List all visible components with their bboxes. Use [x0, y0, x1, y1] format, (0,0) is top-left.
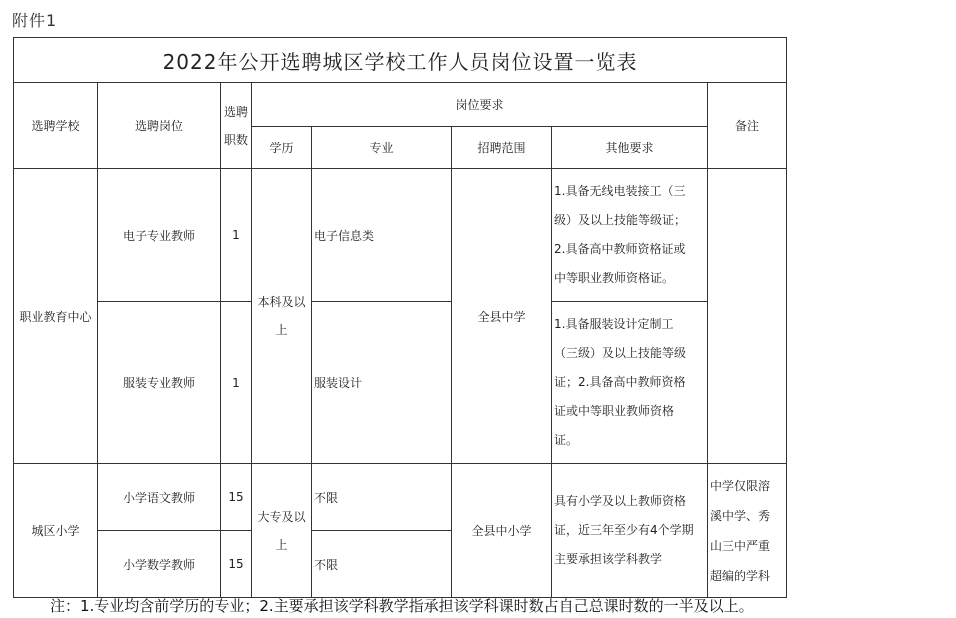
header-education: 学历 — [252, 127, 312, 169]
table-row — [14, 302, 787, 464]
other-line: 中等职业教师资格证。 — [554, 271, 675, 285]
education-cell — [252, 169, 312, 464]
remark-line: 山三中严重 — [710, 538, 771, 553]
school-cell: 城区小学 — [14, 464, 98, 598]
table-row — [14, 464, 787, 531]
table-title: 2022年公开选聘城区学校工作人员岗位设置一览表 — [14, 38, 787, 83]
other-requirements-cell — [552, 302, 708, 464]
header-count-line1: 选聘 — [223, 104, 248, 119]
major-cell: 不限 — [312, 531, 452, 598]
count-cell: 15 — [221, 531, 252, 598]
remark-line: 溪中学、秀 — [710, 508, 771, 523]
other-line: 主要承担该学科教学 — [554, 552, 663, 566]
header-count-line2: 职数 — [223, 132, 248, 147]
scope-cell: 全县中小学 — [452, 464, 552, 598]
header-remark: 备注 — [708, 83, 787, 169]
other-line: 证。 — [554, 433, 579, 447]
footnote: 注：1.专业均含前学历的专业；2.主要承担该学科教学指承担该学科课时数占自己总课时数的一半及以上。 — [50, 597, 754, 615]
major-cell: 电子信息类 — [312, 169, 452, 302]
remark-cell — [708, 464, 787, 598]
position-table — [13, 37, 787, 598]
header-other: 其他要求 — [552, 127, 708, 169]
position-cell: 小学数学教师 — [98, 531, 221, 598]
school-cell: 职业教育中心 — [14, 169, 98, 464]
count-cell: 1 — [221, 302, 252, 464]
other-line: （三级）及以上技能等级 — [554, 346, 687, 360]
education-line: 上 — [275, 323, 288, 337]
other-line: 级）及以上技能等级证； — [554, 213, 687, 227]
header-scope: 招聘范围 — [452, 127, 552, 169]
other-line: 证或中等职业教师资格 — [554, 404, 675, 418]
other-line: 1.具备服装设计定制工 — [554, 317, 674, 331]
header-requirements: 岗位要求 — [252, 83, 708, 127]
remark-line: 中学仅限溶 — [710, 478, 771, 493]
other-requirements-cell — [552, 464, 708, 598]
education-cell — [252, 464, 312, 598]
other-line: 2.具备高中教师资格证或 — [554, 242, 686, 256]
major-cell: 服装设计 — [312, 302, 452, 464]
table-row — [14, 169, 787, 302]
attachment-label: 附件1 — [12, 11, 58, 30]
remark-cell — [708, 169, 787, 464]
count-cell: 15 — [221, 464, 252, 531]
other-line: 1.具备无线电装接工（三 — [554, 184, 686, 198]
other-line: 证，近三年至少有4个学期 — [554, 523, 694, 537]
header-position: 选聘岗位 — [98, 83, 221, 169]
header-count — [221, 83, 252, 169]
education-line: 大专及以 — [257, 509, 306, 524]
other-requirements-cell — [552, 169, 708, 302]
header-school: 选聘学校 — [14, 83, 98, 169]
position-cell: 电子专业教师 — [98, 169, 221, 302]
position-cell: 服装专业教师 — [98, 302, 221, 464]
position-cell: 小学语文教师 — [98, 464, 221, 531]
other-line: 证；2.具备高中教师资格 — [554, 375, 686, 389]
other-line: 具有小学及以上教师资格 — [554, 494, 687, 508]
header-major: 专业 — [312, 127, 452, 169]
education-line: 上 — [275, 537, 288, 552]
scope-cell: 全县中学 — [452, 169, 552, 464]
education-line: 本科及以 — [257, 295, 306, 309]
count-cell: 1 — [221, 169, 252, 302]
major-cell: 不限 — [312, 464, 452, 531]
remark-line: 超编的学科 — [710, 568, 771, 583]
